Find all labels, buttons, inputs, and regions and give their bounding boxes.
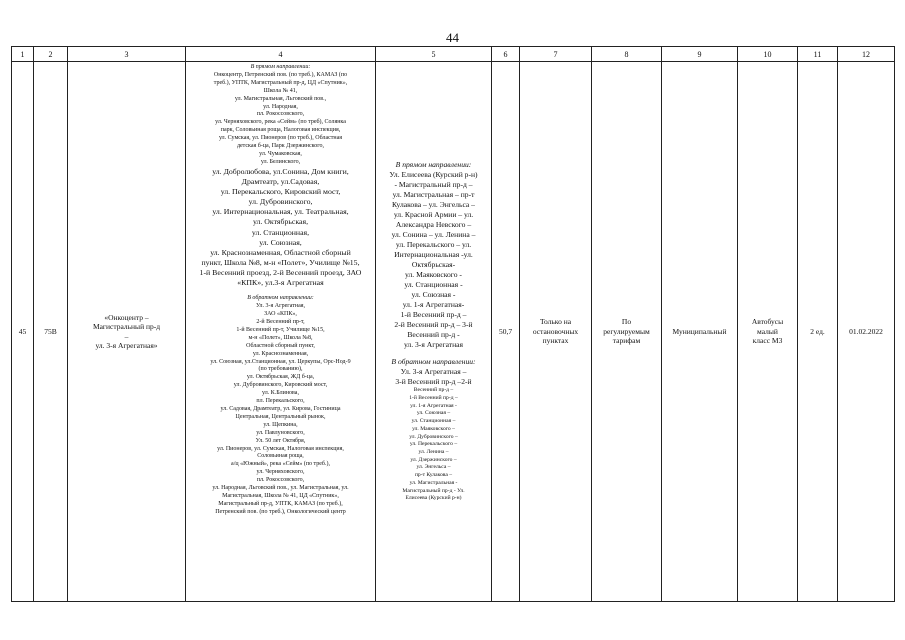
- stops-list-cell: [186, 62, 376, 602]
- street-line: 1-й Весенний пр-д –: [400, 310, 467, 320]
- column-header-4: 4: [186, 47, 376, 62]
- street-line: ул. Дубровинского –: [409, 433, 458, 440]
- stop-line: Ул. 3-я Агрегатная,: [255, 303, 305, 310]
- stop-line: ул. Белинского,: [260, 158, 301, 165]
- route-name-line: –: [124, 331, 129, 341]
- stop-line: (по требованию),: [258, 366, 303, 373]
- street-line: Елисеева (Курский р-н): [405, 495, 462, 502]
- stop-line: Соловьиная роща,: [257, 453, 304, 460]
- stop-line: ул. Магистральная, Льговский пов.,: [234, 95, 327, 102]
- route-name-line: ул. 3-я Агрегатная»: [95, 340, 158, 350]
- fare-line: тарифам: [612, 336, 641, 346]
- route-number-cell: 75В: [34, 62, 68, 602]
- stop-line: пункт, Школа №8, м-н «Полет», Училище №15,: [201, 257, 360, 267]
- stop-line: ул. Чумаковская,: [259, 150, 302, 157]
- street-line: ул. Энгельса –: [416, 464, 451, 471]
- column-header-3: 3: [68, 47, 186, 62]
- street-line: - Магистральный пр-д –: [394, 179, 473, 189]
- route-name-line: «Онкоцентр –: [104, 312, 149, 322]
- stop-line: ул. Интернациональная, ул. Театральная,: [212, 207, 349, 217]
- stop-line: ул. Октябрьская,: [252, 217, 309, 227]
- route-table: [11, 46, 895, 602]
- stop-line: ЗАО «КПК»,: [264, 311, 297, 318]
- vehicle-class-cell: [738, 62, 798, 602]
- stop-line: треб.), УПТК, Магистральный пр-д, ЦД «Спутник»,: [213, 79, 348, 86]
- street-line: ул. Станционная -: [404, 280, 463, 290]
- stop-line: ул. Народная,: [263, 103, 298, 110]
- stop-line: ул. Пионеров, ул. Сумская, Налоговая инспекция,: [217, 445, 344, 452]
- stop-line: ул. Павлуновского,: [256, 429, 305, 436]
- route-name-cell: [68, 62, 186, 602]
- street-line: Магистральный пр-д - Ул.: [402, 487, 465, 494]
- street-line: ул. Перекальского –: [409, 441, 458, 448]
- boarding-procedure-cell: [520, 62, 592, 602]
- stop-line: ул. Народная, Льговский пов., ул. Магистральная, ул.: [212, 485, 349, 492]
- stop-line: Магистральная, Школа № 41, ЦД «Спутник»,: [222, 492, 339, 499]
- stop-line: Драмтеатр, ул.Садовая,: [241, 176, 320, 186]
- vehicle-class-line: малый: [757, 326, 778, 336]
- stop-line: Ул. 50 лет Октября,: [255, 437, 306, 444]
- street-line: ул. Красной Армии – ул.: [393, 210, 474, 220]
- street-line: Интернациональная -ул.: [394, 250, 473, 260]
- stop-line: ул. К.Блинова,: [262, 390, 299, 397]
- stop-line: ул. Черняховского, река «Сейм» (по треб), Солянка: [215, 119, 346, 126]
- stops-forward-list: [189, 72, 372, 167]
- row-number-cell: 45: [12, 62, 34, 602]
- street-line: ул. Союзная -: [411, 290, 456, 300]
- fare-line: регулируемым: [603, 326, 650, 336]
- start-date-cell: 01.02.2022: [838, 62, 895, 602]
- stop-line: м-н «Полет», Школа №8,: [248, 334, 313, 341]
- column-header-5: 5: [376, 47, 492, 62]
- streets-forward-title: В прямом направлении:: [395, 159, 472, 169]
- stop-line: ул. Союзная, ул.Станционная, ул. Церкупы, Орс-Нод-9: [210, 358, 351, 365]
- street-line: пр-т Кулакова –: [414, 472, 453, 479]
- street-line: ул. Ленина –: [418, 449, 449, 456]
- street-line: ул. Магистральная -: [409, 479, 458, 486]
- boarding-line: остановочных: [532, 326, 579, 336]
- column-header-11: 11: [798, 47, 838, 62]
- vehicle-count-cell: 2 ед.: [798, 62, 838, 602]
- column-header-6: 6: [492, 47, 520, 62]
- stop-line: ул. Союзная,: [259, 237, 302, 247]
- stop-line: ул. Дубровинского,: [248, 197, 313, 207]
- streets-list-cell: [376, 62, 492, 602]
- boarding-line: пунктах: [542, 336, 569, 346]
- stop-line: 2-й Весенний пр-т,: [256, 319, 305, 325]
- stop-line: Центральная, Центральный рынок,: [235, 413, 326, 420]
- stop-line: 1-й Весенний проезд, 2-й Весенний проезд, ЗАО: [199, 268, 362, 278]
- stop-line: а/ц «Южный», река «Сейм» (по треб.),: [231, 461, 330, 468]
- page-number: 44: [446, 30, 459, 45]
- stop-line: 1-й Весенний пр-т, Училище №15,: [236, 326, 325, 333]
- stop-line: ул. Краснознаменная, Областной сборный: [210, 247, 351, 257]
- fare-type-cell: [592, 62, 662, 602]
- column-header-10: 10: [738, 47, 798, 62]
- stops-backward-list: [189, 303, 372, 516]
- street-line: Ул. Елисеева (Курский р-н): [389, 169, 478, 179]
- stop-line: детская б-ца, Парк Дзержинского,: [236, 143, 325, 150]
- street-line: ул. Магистральная – пр-т: [392, 189, 475, 199]
- street-line: Весенний пр-д -: [407, 330, 460, 340]
- stop-line: ул. Дубровинского, Кировский мост,: [233, 382, 328, 389]
- streets-backward-list-start: [379, 367, 488, 387]
- stop-line: ул. Станционная,: [251, 227, 310, 237]
- stop-line: Магистральный пр-д, УПТК, КАМАЗ (по треб.),: [218, 500, 343, 507]
- carrier-type-cell: Муниципальный: [662, 62, 738, 602]
- street-line: ул. 1-я Агрегатная-: [402, 300, 465, 310]
- street-line: 3-й Весенний пр-д –2-й: [395, 377, 472, 387]
- vehicle-class-line: Автобусы: [751, 317, 784, 327]
- boarding-line: Только на: [539, 317, 572, 327]
- column-header-8: 8: [592, 47, 662, 62]
- streets-backward-list: [379, 387, 488, 503]
- stop-line: ул. Черняховского,: [256, 469, 305, 476]
- street-line: ул. Маяковского –: [412, 425, 455, 432]
- stop-line: ул. Сумская, ул. Пионеров (по треб.), Областная: [218, 135, 343, 142]
- stop-line: ул. Щепкина,: [263, 421, 298, 428]
- street-line: Весенний пр-д –: [413, 387, 454, 394]
- street-line: ул. 1-я Агрегатная -: [410, 402, 457, 409]
- street-line: ул. Перекальского – ул.: [395, 240, 472, 250]
- street-line: ул. 3-я Агрегатная: [403, 340, 464, 350]
- stop-line: пл. Рокоссовского,: [256, 477, 305, 484]
- street-line: ул. Станционная –: [411, 418, 456, 425]
- street-line: Октябрьская-: [411, 260, 456, 270]
- stop-line: ул. Садовая, Драмтеатр, ул. Кирова, Гостиница: [220, 405, 341, 412]
- street-line: ул. Сонина – ул. Ленина –: [391, 230, 476, 240]
- column-header-2: 2: [34, 47, 68, 62]
- stop-line: пл. Рокоссовского,: [256, 111, 305, 118]
- header-row: [12, 47, 895, 62]
- street-line: ул. Маяковского -: [405, 270, 462, 280]
- street-line: 1-й Весенний пр-д –: [409, 395, 458, 401]
- stop-line: Онкоцентр, Петренский пов. (по треб.), КАМАЗ (по: [213, 71, 348, 78]
- route-name-line: Магистральный пр-д: [92, 322, 161, 332]
- streets-backward-title: В обратном направлении:: [391, 357, 476, 367]
- street-line: Кулакова – ул. Энгельса –: [392, 200, 475, 209]
- stops-forward-list-continued: [189, 167, 372, 289]
- stop-line: ул. Октябрьская, ЖД б-ца,: [246, 374, 315, 381]
- vehicle-class-line: класс М3: [752, 336, 783, 346]
- column-header-1: 1: [12, 47, 34, 62]
- stop-line: ул. Краснознаменная,: [252, 350, 309, 357]
- stop-line: пл. Перекальского,: [256, 398, 305, 405]
- stop-line: ул. Перекальского, Кировский мост,: [220, 187, 341, 197]
- street-line: 2-й Весенний пр-д – 3-й: [394, 320, 473, 330]
- streets-forward-list: [379, 170, 488, 350]
- stop-line: парк, Соловьиная роща, Налоговая инспекция,: [220, 127, 341, 134]
- column-header-7: 7: [520, 47, 592, 62]
- column-header-9: 9: [662, 47, 738, 62]
- stop-line: «КПК», ул.3-я Агрегатная: [237, 278, 324, 288]
- stops-forward-title: В прямом направлении:: [250, 64, 311, 70]
- stop-line: Школа № 41,: [263, 87, 298, 94]
- route-length-cell: 50,7: [492, 62, 520, 602]
- street-line: Александра Невского –: [395, 220, 472, 230]
- stops-backward-title: В обратном направлении:: [247, 295, 314, 302]
- street-line: Ул. 3-я Агрегатная –: [400, 367, 467, 377]
- street-line: ул. Союзная –: [416, 410, 451, 417]
- street-line: ул. Дзержинского –: [410, 456, 457, 463]
- table-row: [12, 62, 895, 602]
- stop-line: ул. Добролюбова, ул.Сонина, Дом книги,: [212, 166, 349, 176]
- stop-line: Петренский пов. (по треб.), Онкологический центр: [215, 508, 346, 515]
- column-header-12: 12: [838, 47, 895, 62]
- stop-line: Областной сборный пункт,: [246, 342, 315, 349]
- fare-line: По: [621, 317, 632, 327]
